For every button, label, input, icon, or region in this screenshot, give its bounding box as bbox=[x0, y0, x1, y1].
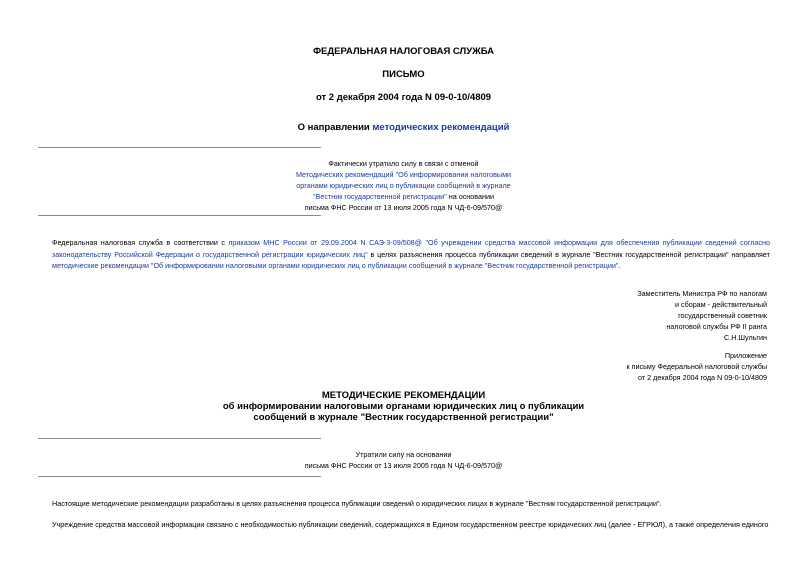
signature-line: Заместитель Министра РФ по налогам bbox=[637, 289, 767, 298]
recommendations-subtitle: об информировании налоговыми органами юридических лиц о публикации bbox=[222, 401, 585, 412]
body-paragraph: Настоящие методические рекомендации разработаны в целях разъяснения процесса публикации сведений о юридических лицах в журнале "Вестник государственной регистрации". bbox=[52, 499, 662, 508]
recommendations-heading: МЕТОДИЧЕСКИЕ РЕКОМЕНДАЦИИ bbox=[321, 390, 486, 401]
repeal-note-link[interactable]: "Вестник государственной регистрации" bbox=[313, 192, 447, 201]
divider-bottom bbox=[38, 215, 321, 216]
repeal-note bbox=[0, 158, 807, 213]
appendix-line: Приложение bbox=[724, 351, 767, 360]
recommendations-title bbox=[0, 390, 807, 423]
repeal-note-tail: на основании bbox=[446, 192, 494, 201]
divider-top-2 bbox=[38, 438, 321, 439]
divider-bottom-2 bbox=[38, 476, 321, 477]
body-paragraph bbox=[52, 237, 770, 272]
signature-line: и сборам - действительный bbox=[674, 300, 767, 309]
body-text: в целях разъяснения процесса публикации сведений в журнале "Вестник государственной регистрации" направляет bbox=[367, 249, 770, 259]
doc-type: ПИСЬМО bbox=[382, 69, 425, 80]
doc-date: от 2 декабря 2004 года N 09-0-10/4809 bbox=[315, 92, 492, 103]
repeal-note-line: письма ФНС России от 13 июля 2005 года N ЧД-6-09/570@ bbox=[304, 203, 503, 212]
recommendations-link[interactable]: методические рекомендации "Об информировании налоговыми органами юридических лиц о публикации сообщений в журнале "Вестник государственной регистрации" bbox=[52, 261, 619, 270]
recommendations-subtitle: сообщений в журнале "Вестник государственной регистрации" bbox=[253, 412, 554, 423]
body-text: Федеральная налоговая служба в соответствии с bbox=[52, 238, 229, 247]
subject-prefix: О направлении bbox=[297, 122, 373, 133]
signature-line: государственный советник bbox=[678, 311, 767, 320]
repeal-note-link[interactable]: Методических рекомендаций "Об информировании налоговыми bbox=[295, 170, 512, 179]
appendix-line: к письму Федеральной налоговой службы bbox=[626, 362, 767, 371]
appendix-line: от 2 декабря 2004 года N 09-0-10/4809 bbox=[638, 373, 767, 382]
signature-name: С.Н.Шульгин bbox=[724, 333, 767, 342]
divider-top bbox=[38, 147, 321, 148]
repeal-note-line: Утратили силу на основании bbox=[355, 450, 452, 459]
subject-link[interactable]: методических рекомендаций bbox=[372, 122, 510, 133]
signature-block bbox=[467, 288, 767, 343]
body-text: . bbox=[618, 261, 621, 270]
repeal-note-line: письма ФНС России от 13 июля 2005 года N ЧД-6-09/570@ bbox=[304, 461, 503, 470]
agency-title: ФЕДЕРАЛЬНАЯ НАЛОГОВАЯ СЛУЖБА bbox=[312, 46, 495, 57]
repeal-note-line: Фактически утратило силу в связи с отменой bbox=[328, 159, 479, 168]
body-paragraph: Учреждение средства массовой информации связано с необходимостью публикации сведений, содержащихся в Едином государственном реестре юридических лиц (далее - ЕГРЮЛ), а также определения единого bbox=[52, 520, 769, 529]
appendix-block bbox=[467, 350, 767, 383]
order-link[interactable]: приказом МНС России от 29.09.2004 N САЭ-3-09/508@ "Об учреждении средства массовой информации для обеспечения публикации сведений согласно законодательству Российской Федерации о государственной регистрации юридических лиц" bbox=[52, 238, 770, 259]
repeal-note-link[interactable]: органами юридических лиц о публикации сообщений в журнале bbox=[296, 181, 511, 190]
signature-line: налоговой службы РФ II ранга bbox=[666, 322, 767, 331]
doc-subject bbox=[0, 122, 807, 133]
repeal-note-2 bbox=[0, 449, 807, 471]
